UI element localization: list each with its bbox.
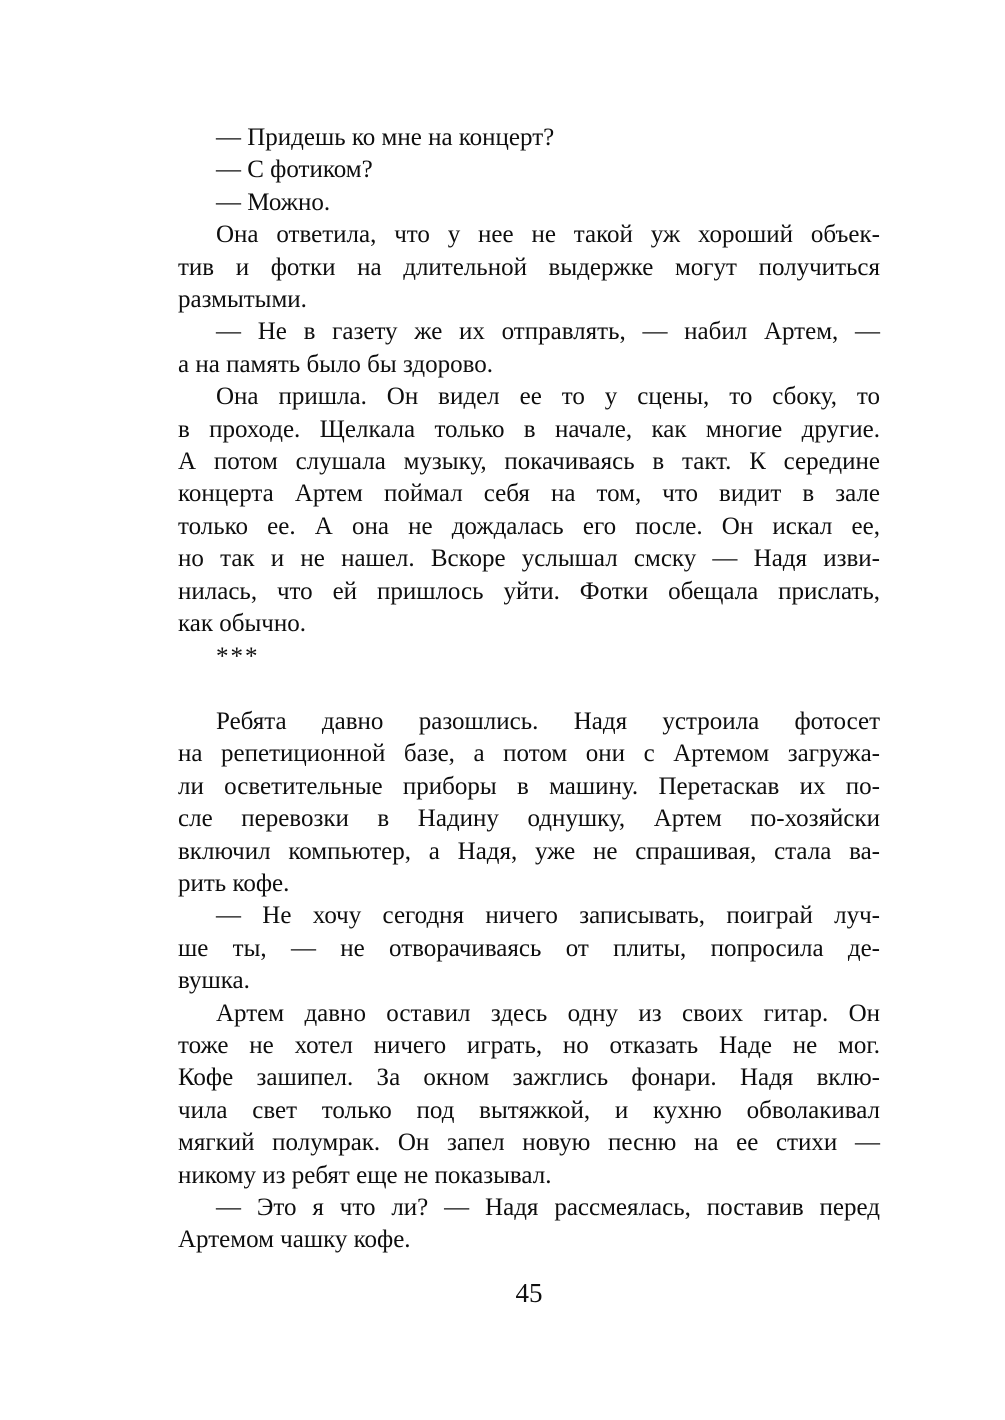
- text-line: тоже не хотел ничего играть, но отказать Наде не мог.: [178, 1031, 880, 1059]
- text-line: тив и фотки на длительной выдержке могут получиться: [178, 253, 880, 281]
- text-line: только ее. А она не дождалась его после. Он искал ее,: [178, 512, 880, 540]
- text-line: А потом слушала музыку, покачиваясь в такт. К середине: [178, 448, 880, 476]
- text-line: мягкий полумрак. Он запел новую песню на ее стихи —: [178, 1129, 880, 1157]
- text-line: Кофе зашипел. За окном зажглись фонари. Надя вклю-: [178, 1064, 880, 1092]
- text-line: Она ответила, что у нее не такой уж хороший объек-: [216, 221, 880, 249]
- paragraph: [178, 187, 880, 219]
- text-line: нилась, что ей пришлось уйти. Фотки обещала прислать,: [178, 577, 880, 605]
- text-line: концерта Артем поймал себя на том, что видит в зале: [178, 480, 880, 508]
- paragraph: [178, 1192, 880, 1257]
- text-line: Артемом чашку кофе.: [178, 1226, 411, 1254]
- text-line: Ребята давно разошлись. Надя устроила фотосет: [216, 707, 880, 735]
- text-line: на репетиционной базе, а потом они с Артемом загружа-: [178, 740, 880, 768]
- text-line: ли осветительные приборы в машину. Перетаскав их по-: [178, 772, 880, 800]
- text-line: Артем давно оставил здесь одну из своих гитар. Он: [216, 999, 880, 1027]
- text-line: — Не хочу сегодня ничего записывать, поиграй луч-: [216, 902, 880, 930]
- text-line: чила свет только под вытяжкой, и кухню обволакивал: [178, 1096, 880, 1124]
- paragraph: [178, 122, 880, 154]
- text-line: а на память было бы здорово.: [178, 350, 493, 378]
- text-block: [178, 122, 880, 1257]
- text-line: в проходе. Щелкала только в начале, как многие другие.: [178, 415, 880, 443]
- text-line: включил компьютер, а Надя, уже не спрашивая, стала ва-: [178, 837, 880, 865]
- text-line: рить кофе.: [178, 869, 290, 897]
- text-line: вушка.: [178, 967, 250, 995]
- paragraph: [178, 998, 880, 1192]
- text-line: ше ты, — не отворачиваясь от плиты, попросила де-: [178, 934, 880, 962]
- paragraph: [178, 316, 880, 381]
- paragraph: [178, 219, 880, 316]
- page-number: 45: [515, 1278, 543, 1308]
- text-line: — Это я что ли? — Надя рассмеялась, поставив перед: [216, 1194, 880, 1221]
- paragraph: [178, 381, 880, 640]
- paragraph: [178, 154, 880, 186]
- text-line: сле перевозки в Надину однушку, Артем по-хозяйски: [178, 805, 880, 833]
- text-line: — С фотиком?: [216, 156, 373, 184]
- text-line: как обычно.: [178, 610, 306, 638]
- text-line: но так и не нашел. Вскоре услышал смску — Надя изви-: [178, 545, 880, 573]
- text-line: размытыми.: [178, 286, 307, 314]
- separator-line: ***: [216, 642, 260, 670]
- paragraph: [178, 900, 880, 997]
- text-line: — Можно.: [216, 188, 331, 216]
- paragraph: [178, 706, 880, 900]
- text-line: Она пришла. Он видел ее то у сцены, то сбоку, то: [216, 383, 880, 411]
- text-line: никому из ребят еще не показывал.: [178, 1161, 552, 1189]
- text-line: — Придешь ко мне на концерт?: [216, 124, 555, 151]
- text-line: — Не в газету же их отправлять, — набил Артем, —: [216, 318, 880, 346]
- section-separator: [178, 641, 880, 673]
